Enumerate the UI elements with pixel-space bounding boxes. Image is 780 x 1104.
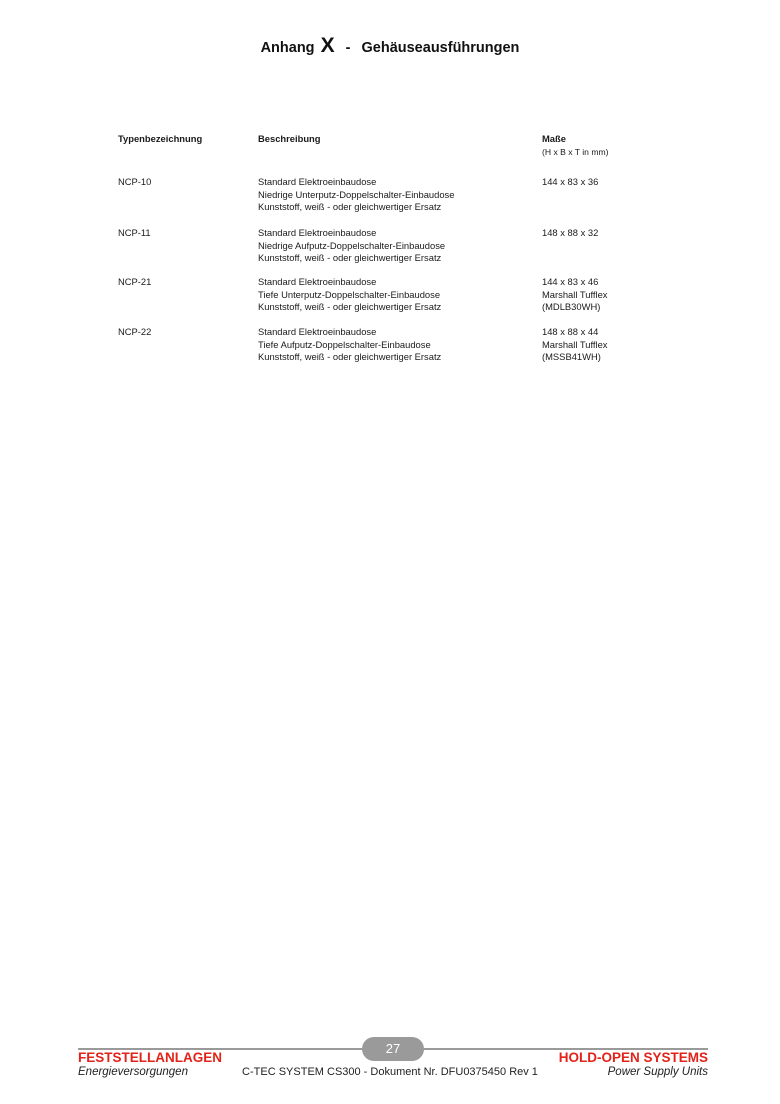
header-dimensions-unit: (H x B x T in mm) [542, 146, 609, 157]
dimensions-line: 144 x 83 x 36 [542, 176, 599, 187]
cell-dimensions [542, 276, 607, 314]
description-line: Kunststoff, weiß - oder gleichwertiger Ersatz [258, 301, 442, 312]
dimensions-line: Marshall Tufflex [542, 288, 608, 300]
dimensions-line: (MDLB30WH) [542, 301, 601, 312]
cell-type: NCP-21 [118, 276, 152, 287]
dimensions-line: 144 x 83 x 46 [542, 276, 599, 287]
description-line: Standard Elektroeinbaudose [258, 326, 377, 337]
cell-dimensions [542, 227, 598, 240]
header-dimensions [542, 133, 609, 158]
cell-type: NCP-22 [118, 326, 152, 337]
dimensions-line: 148 x 88 x 32 [542, 227, 599, 238]
description-line: Standard Elektroeinbaudose [258, 227, 377, 238]
description-line: Kunststoff, weiß - oder gleichwertiger Ersatz [258, 252, 442, 263]
description-line: Niedrige Aufputz-Doppelschalter-Einbaudose [258, 239, 446, 251]
dimensions-line: 148 x 88 x 44 [542, 326, 599, 337]
description-line: Kunststoff, weiß - oder gleichwertiger Ersatz [258, 201, 442, 212]
description-line: Standard Elektroeinbaudose [258, 176, 377, 187]
header-description: Beschreibung [258, 133, 321, 144]
description-line: Niedrige Unterputz-Doppelschalter-Einbaudose [258, 188, 455, 200]
footer-left-title: FESTSTELLANLAGEN [78, 1050, 222, 1065]
description-line: Tiefe Aufputz-Doppelschalter-Einbaudose [258, 338, 431, 350]
description-line: Kunststoff, weiß - oder gleichwertiger Ersatz [258, 351, 442, 362]
footer-left-subtitle: Energieversorgungen [78, 1066, 188, 1078]
cell-type: NCP-11 [118, 227, 151, 238]
cell-description [258, 276, 441, 314]
footer-right-title: HOLD-OPEN SYSTEMS [558, 1050, 708, 1065]
table-row [118, 227, 638, 276]
cell-dimensions [542, 176, 598, 189]
footer-document-reference: C-TEC SYSTEM CS300 - Dokument Nr. DFU0375450 Rev 1 [242, 1066, 538, 1078]
cell-description [258, 227, 445, 265]
enclosure-table [118, 133, 638, 366]
page-title [0, 34, 780, 58]
title-suffix: Gehäuseausführungen [361, 40, 520, 56]
footer-right-subtitle: Power Supply Units [607, 1066, 708, 1078]
dimensions-line: (MSSB41WH) [542, 351, 601, 362]
cell-description [258, 326, 441, 364]
table-row [118, 326, 638, 366]
cell-dimensions [542, 326, 607, 364]
title-prefix: Anhang [260, 40, 315, 56]
header-dimensions-label: Maße [542, 133, 566, 144]
page-number-badge: 27 [362, 1037, 424, 1061]
table-row [118, 176, 638, 227]
cell-description [258, 176, 454, 214]
cell-type: NCP-10 [118, 176, 152, 187]
header-type: Typenbezeichnung [118, 133, 203, 144]
dimensions-line: Marshall Tufflex [542, 338, 608, 350]
table-row [118, 276, 638, 326]
title-dash: - [345, 40, 351, 56]
description-line: Tiefe Unterputz-Doppelschalter-Einbaudose [258, 288, 441, 300]
title-letter: X [320, 34, 335, 57]
description-line: Standard Elektroeinbaudose [258, 276, 377, 287]
table-header-row [118, 133, 638, 176]
